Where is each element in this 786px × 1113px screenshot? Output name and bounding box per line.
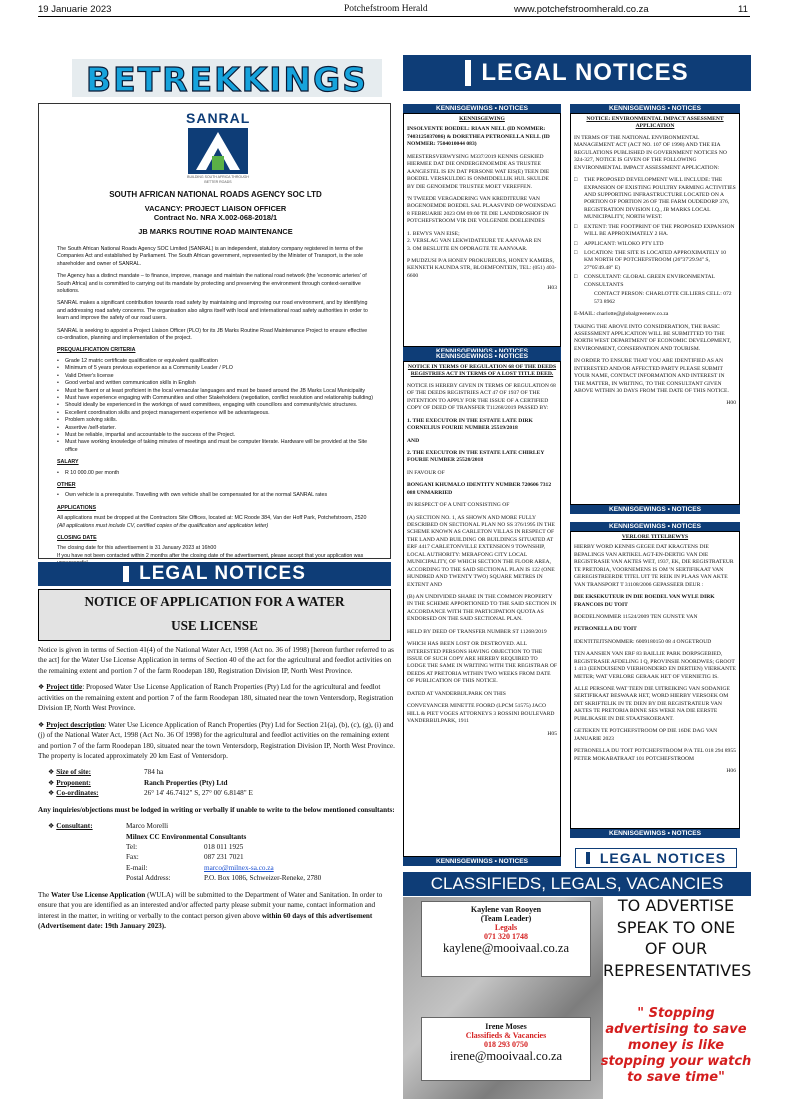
classifieds-banner: CLASSIFIEDS, LEGALS, VACANCIES bbox=[403, 872, 751, 896]
sanral-emblem-icon bbox=[188, 128, 248, 174]
notice-environmental-impact: KENNISGEWINGS • NOTICES NOTICE: ENVIRONMENTAL IMPACT ASSESSMENT APPLICATION IN TERMS OF THE NATIONAL ENVIRONMENTAL MANAGEMENT ACT (ACT NO. 107 OF 1998) AND THE EIA REGULATIONS PUBLISHED IN GOVERNMENT NOTICES NO 324-327, NOTICE IS GIVEN OF THE FOLLOWING ENVIRONMENTAL IMPACT ASSESSMENT APPLICATION: □ THE PROPOSED DEVELOPMENT WILL INCLUDE: THE EXPANSION OF EXISTING POULTRY FARMING ACTIVITIES AND SUPPORTING INFRASTRUCTURE LOCATED ON A PORTION OF PORTION 26 OF THE FARM OUDEDORP 376, REGISTRATION DIVISION I.Q., JB MARKS LOCAL MUNICIPALITY, NORTH WEST. □ EXTENT: THE FOOTPRINT OF THE PROPOSED EXPANSION WILL BE APPROXIMATELY 2 HA. □ APPLICANT: WILOKO PTY LTD □ LOCATION: THE SITE IS LOCATED APPROXIMATELY 10 KM NORTH OF POTCHEFSTROOM (26°37'29.94" S, 27°05'49.48" E) □ CONSULTANT: GLOBAL GREEN ENVIRONMENTAL CONSULTANTS CONTACT PERSON: CHARLOTTE CILLIERS CELL: 072 573 8962 E-MAIL: charlotte@globalgreenenv.co.za TAKING THE ABOVE INTO CONSIDERATION, THE BASIC ASSESSMENT APPLICATION WILL BE SUBMITTED TO THE NORTH WEST DEPARTMENT OF ECONOMIC DEVELOPMENT, ENVIRONMENT, CONSERVATION AND TOURISM. IN ORDER TO ENSURE THAT YOU ARE IDENTIFIED AS AN INTERESTED AND/OR AFFECTED PARTY PLEASE SUBMIT YOUR NAME, CONTACT INFORMATION AND INTEREST IN THE MATTER, IN WRITING, TO THE CONSULTANT GIVEN ABOVE WITHIN 30 DAYS FROM THE DATE OF THIS NOTICE. H00 KENNISGEWINGS • NOTICES bbox=[570, 104, 740, 514]
paper-url: www.potchefstroomherald.co.za bbox=[514, 4, 649, 15]
project-name: JB MARKS ROUTINE ROAD MAINTENANCE bbox=[138, 227, 293, 236]
criteria-item: • Should ideally be experienced in the workings of ward committees, engaging with councillors and community/civic structures. bbox=[57, 402, 374, 409]
criteria-item: • Valid Driver's license bbox=[57, 373, 374, 380]
betrekkings-banner bbox=[72, 59, 382, 97]
vacancy-title: VACANCY: PROJECT LIAISON OFFICER bbox=[144, 204, 287, 213]
criteria-item: • Minimum of 5 years previous experience as a Community Leader / PLO bbox=[57, 365, 374, 372]
notice-verlore-titelbewys: KENNISGEWINGS • NOTICES VERLORE TITELBEWYS HIERBY WORD KENNIS GEGEE DAT KRAGTENS DIE BEPALINGS VAN ARTIKEL AGT-EN-DERTIG VAN DIE REGISTRASIE VAN AKTES WET, 1937, EK, DIE REGISTRATEUR TE PRETORIA, VOORNEMENS IS OM 'N SERTIFIKAAT VAN GEREGISTREERDE TITEL UIT TE REIK IN PLAAS VAN AKTE VAN TRANSPORT T 31108/2006 GEPASSEER DEUR : DIE EKSEKUTEUR IN DIE BOEDEL VAN WYLE DIRK FRANCOIS DU TOIT BOEDELNOMMER 11524/2009 TEN GUNSTE VAN PETRONELLA DU TOIT IDENTITEITSNOMMER: 6009180150 08 4 ONGETROUD TEN AANSIEN VAN ERF 83 BAILLIE PARK DORPSGEBIED, REGISTRASIE AFDELING I Q, PROVINSIE NOORDWES; GROOT 1 413 (EENDUISEND VIERHONDERD EN DERTIEN) VIERKANTE METER; WAT VERLORE GERAAK HET OF VERNIETIG IS. ALLE PERSONE WAT TEEN DIE UITREIKING VAN SODANIGE SERTIFIKAAT BESWAAR HET, WORD HIERBY VERSOEK OM DIT SKRIFTELIK IN TE DIEN BY DIE REGISTRATEUR VAN AKTES TE PRETORIA BINNE SES WEKE NA DIE EERSTE PUBLIKASIE IN DIE STAATSKOERANT. GETEKEN TE POTCHEFSTROOM OP DIE 16DE DAG VAN JANUARIE 2023 PETRONELLA DU TOIT POTCHEFSTROOM P/A TEL 018 294 8955 PETER MOKABATRAAT 101 POTCHEFSTROOM H06 KENNISGEWINGS • NOTICES bbox=[570, 522, 740, 838]
water-license-notice: Notice is given in terms of Section 41(4) of the National Water Act, 1998 (Act no. 36 of 1998) [hereon further referred to as the act] for the Water Use License Application in terms of Section 40 of the act for the agricultural and feedlot activities on the remaining extent and portion 7 of the farm Roodepan 180, Registration Division IP, North West Province. ❖ Project title: Proposed Water Use License Application of Ranch Properties (Pty) Ltd for the agricultural and feedlot activities on the remaining extent and portion 7 of the farm Roodepan 180, situated near the town Ventersdorp, Registration Division IP, North West Province. ❖ Project description: Water Use Licence Application of Ranch Properties (Pty) Ltd for Section 21(a), (b), (c), (g), (i) and (j) of the National Water Act, 1998 (Act No. 36 Of 1998) for the agricultural and feedlot activities on the remaining extent and portion 7 of the farm Roodepan 180, situated near the town Ventersdorp, Registration Division IP, North West Province. The property is located approximately 20 km East of Ventersdorp. ❖ Size of site: 784 ha ❖ Proponent: Ranch Properties (Pty) Ltd ❖ Co-ordinates: 26° 14' 46.7412" S, 27° 00' 6.8148" E Any inquiries/objections must be lodged in writing or verbally if unable to write to the below mentioned consultants: ❖ Consultant: Marco Morelli Milnex CC Environmental Consultants Tel: 018 011 1925 Fax: 087 231 7021 E-mail: marco@milnex-sa.co.za Postal Address: P.O. Box 1086, Schweizer-Reneke, 2780 The Water Use License Application (WULA) will be submitted to the Department of Water and Sanitation. In order to ensure that you are identified as an interested and/or affected party please submit your name, contact information and interest in the matter, in writing or verbally to the contact person given above within 60 days of this advertisement (Advertisement date: 19th January 2023). bbox=[38, 645, 398, 938]
advertise-text: TO ADVERTISE SPEAK TO ONE OF OUR REPRESENTATIVES bbox=[603, 896, 752, 980]
consultant-detail: 087 231 7021 bbox=[204, 853, 244, 862]
criteria-item: • Grade 12 matric certificate qualification or equivalent qualification bbox=[57, 358, 374, 365]
consultant-detail: 018 011 1925 bbox=[204, 843, 244, 851]
sanral-logo: SANRAL BUILDING SOUTH AFRICA THROUGH BETTER ROADS bbox=[186, 110, 251, 184]
notice-lost-title-deed: KENNISGEWINGS • NOTICES NOTICE IN TERMS OF REGULATION 68 OF THE DEEDS REGISTRIES ACT IN TERMS OF A LOST TITLE DEED. NOTICE IS HEREBY GIVEN IN TERMS OF REGULATION 68 OF THE DEEDS REGISTRIES ACT 47 OF 1937 OF THE INTENTION TO APPLY FOR THE ISSUE OF A CERTIFIED COPY OF DEED OF TRANSFER T11268/2019 PASSED BY: 1. THE EXECUTOR IN THE ESTATE LATE DIRK CORNELIUS FOURIE NUMBER 25519/2018 AND 2. THE EXECUTOR IN THE ESTATE LATE CHIRLEY FOURIE NUMBER 25520/2018 IN FAVOUR OF BONGANI KHUMALO IDENTITY NUMBER 720606 7312 088 UNMARRIED IN RESPECT OF A UNIT CONSISTING OF (A) SECTION NO. 1, AS SHOWN AND MORE FULLY DESCRIBED ON SECTIONAL PLAN NO SS 376/1995 IN THE SCHEME KNOWN AS CARLETON VILLAS IN RESPECT OF THE LAND AND BUILDING OR BUILDINGS SITUATED AT ERF 4417 CARLETONVILLE EXTENSION 9 TOWNSHIP, LOCAL AUTHORITY: MERAFONG CITY LOCAL MUNICIPALITY, OF WHICH SECTION THE FLOOR AREA, ACCORDING TO THE SAID SECTIONAL PLAN IS 122 (ONE HUNDRED AND TWENTY TWO) SQUARE METRES IN EXTENT AND (B) AN UNDIVIDED SHARE IN THE COMMON PROPERTY IN THE SCHEME APPORTIONED TO THE SAID SECTION IN ACCORDANCE WITH THE PARTICIPATION QUOTA AS ENDORSED ON THE SAID SECTIONAL PLAN. HELD BY DEED OF TRANSFER NUMBER ST 11268/2019 WHICH HAS BEEN LOST OR DESTROYED. ALL INTERESTED PERSONS HAVING OBJECTION TO THE ISSUE OF SUCH COPY ARE HEREBY REQUIRED TO LODGE THE SAME IN WRITING WITH THE REGISTRAR OF DEEDS AT PRETORIA WITHIN TWO WEEKS FROM DATE OF PUBLICATION OF THIS NOTICE. DATED AT VANDERBIJLPARK ON THIS CONVEYANCER MINETTE FOORD (LPCM 51575) JACO HILL & PIET VOGES ATTORNEYS 3 ROSSINI BOULEVARD VANDERBIJLPARK, 1911 H05 KENNISGEWINGS • NOTICES bbox=[403, 352, 561, 866]
criteria-item: • Must have working knowledge of taking minutes of meetings and must be computer literate. Hardware will be provided at the Site office bbox=[57, 439, 374, 454]
criteria-item: • Excellent coordination skills and project management experience will be advantageous. bbox=[57, 410, 374, 417]
consultant-email-link[interactable]: marco@milnex-sa.co.za bbox=[204, 863, 274, 872]
page-header bbox=[38, 3, 750, 17]
issue-date: 19 Januarie 2023 bbox=[38, 4, 112, 15]
water-license-title: NOTICE OF APPLICATION FOR A WATER USE LICENSE bbox=[38, 589, 391, 641]
contract-number: Contract No. NRA X.002-068-2018/1 bbox=[153, 213, 278, 222]
criteria-item: • Assertive /self-starter. bbox=[57, 425, 374, 432]
betrekkings-title: BETREKKINGS bbox=[85, 60, 369, 99]
criteria-item: • Must be fluent or at least proficient in the local vernacular languages and must be based around the JB Marks Local Municipality bbox=[57, 388, 374, 395]
sanral-vacancy-ad: SANRAL BUILDING SOUTH AFRICA THROUGH BETTER ROADS SOUTH AFRICAN NATIONAL ROADS AGENCY SOC LTD VACANCY: PROJECT LIAISON OFFICER Contract No. NRA X.002-068-2018/1 JB MARKS ROUTINE ROAD MAINTENANCE The South African National Roads Agency SOC Limited (SANRAL) is an independent, statutory company registered in terms of the Companies Act and established by Parliament. The South African government, represented by the Minister of Transport, is the sole shareholder and owner of SANRAL. The Agency has a distinct mandate – to finance, improve, manage and maintain the national road network (the 'economic arteries' of South Africa) and is committed to carrying out its mandate by protecting and preserving the environment through context-sensitive solutions. SANRAL makes a significant contribution towards road safety by maintaining and improving our road environment, and by identifying and addressing road safety concerns. The organisation also aligns itself with local and international road safety authorities in order to learn and improve the safety of our road users. SANRAL is seeking to appoint a Project Liaison Officer (PLO) for its JB Marks Routine Road Maintenance Project to ensure effective co-ordination, planning and implementation of the project. PREQUALIFICATION CRITERIA • Grade 12 matric certificate qualification or equivalent qualification • Minimum of 5 years previous experience as a Community Leader / PLO • Valid Driver's license • Good verbal and written communication skills in English • Must be fluent or at least proficient in the local vernacular languages and must be based around the JB Marks Local Municipality • Must have experience engaging with Communities and other Stakeholders (negotiation, conflict resolution and relationship building) • Should ideally be experienced in the workings of ward committees, engaging with councillors and community/civic structures. • Excellent coordination skills and project management experience will be advantageous. • Problem solving skills. • Assertive /self-starter. • Must be reliable, impartial and accountable to the success of the Project. • Must have working knowledge of taking minutes of meetings and must be computer literate. Hardware will be provided at the Site office SALARY • R 10 000.00 per month OTHER • Own vehicle is a prerequisite. Travelling with own vehicle shall be compensated for at the normal SANRAL rates APPLICATIONS All applications must be dropped at the Contractors Site Offices, located at: MC Roode 384, Van der Hoff Park, Potchefstroom, 2520 (All applications must include CV, certified copies of the qualification and application letter) CLOSING DATE The closing date for this advertisement is 31 January 2023 at 16h00 If you have not been contacted within 2 months after the closing date of the advertisement, please accept that your application was bbox=[38, 103, 391, 559]
criteria-list bbox=[57, 358, 374, 454]
paper-name: Potchefstroom Herald bbox=[344, 4, 428, 14]
consultant-detail: P.O. Box 1086, Schweizer-Reneke, 2780 bbox=[204, 874, 322, 883]
criteria-item: • Problem solving skills. bbox=[57, 417, 374, 424]
legal-notices-small-banner: LEGAL NOTICES bbox=[575, 848, 737, 868]
agency-name: SOUTH AFRICAN NATIONAL ROADS AGENCY SOC LTD bbox=[109, 190, 322, 199]
notice-insolvent-estate: KENNISGEWINGS • NOTICES KENNISGEWING INSOLVENTE BOEDEL: RIAAN NELL (ID NOMMER: 7403125037086) & DORETHEA PETRONELLA NELL (ID NOMMER: 7504010044 083) MEESTERSVERWYSING M337/2019 KENNIS GESKIED HIERMEE DAT DIE ONDERGENOEMDE AS TRUSTEE AANGESTEL IS EN DAT PERSONE WAT EIS(E) TEEN DIE BOEDEL VERSKULDIG IS ONMIDDELLIK HUL SKULDE BY DIE GENOEMDE TRUSTEE MOET VEREFFEN. 'N TWEEDE VERGADERING VAN KREDITEURE VAN BOGENOEMDE BOEDEL SAL PLAASVIND OP WOENSDAG 8 FEBRUARIE 2023 OM 09:00 TE DIE LANDDROSHOF IN POTCHEFSTROOM VIR DIE VOLGENDE DOELEINDES 1. BEWYS VAN EISE; 2. VERSLAG VAN LEKWIDATEURE TE AANVAAR EN 3. OM BESLUITE EN OPDRAGTE TE AANVAAR. P MUDZUSI P/A HONEY PROKUREURS, HONEY KAMERS, KENNETH KAUNDA STR, BLOEMFONTEIN, TEL: (051) 403-6600 H03 bbox=[403, 104, 561, 356]
contact-card-irene: Irene Moses Classifieds & Vacancies 018 293 0750 irene@mooivaal.co.za bbox=[421, 1017, 591, 1081]
criteria-item: • Must be reliable, impartial and accountable to the success of the Project. bbox=[57, 432, 374, 439]
page-number: 11 bbox=[738, 4, 748, 15]
criteria-item: • Good verbal and written communication skills in English bbox=[57, 380, 374, 387]
newspapers-photo bbox=[403, 897, 603, 1099]
email-kaylene[interactable]: kaylene@mooivaal.co.za bbox=[442, 941, 570, 955]
advertising-quote: " Stopping advertising to save money is like stopping your watch to save time" bbox=[600, 1006, 752, 1085]
criteria-item: • Must have experience engaging with Communities and other Stakeholders (negotiation, conflict resolution and relationship building) bbox=[57, 395, 374, 402]
contact-card-kaylene: Kaylene van Rooyen (Team Leader) Legals 071 320 1748 kaylene@mooivaal.co.za bbox=[421, 901, 591, 977]
legal-notices-banner: LEGAL NOTICES bbox=[38, 562, 391, 586]
legal-notices-banner-right: LEGAL NOTICES bbox=[403, 55, 751, 91]
email-irene[interactable]: irene@mooivaal.co.za bbox=[449, 1049, 563, 1063]
